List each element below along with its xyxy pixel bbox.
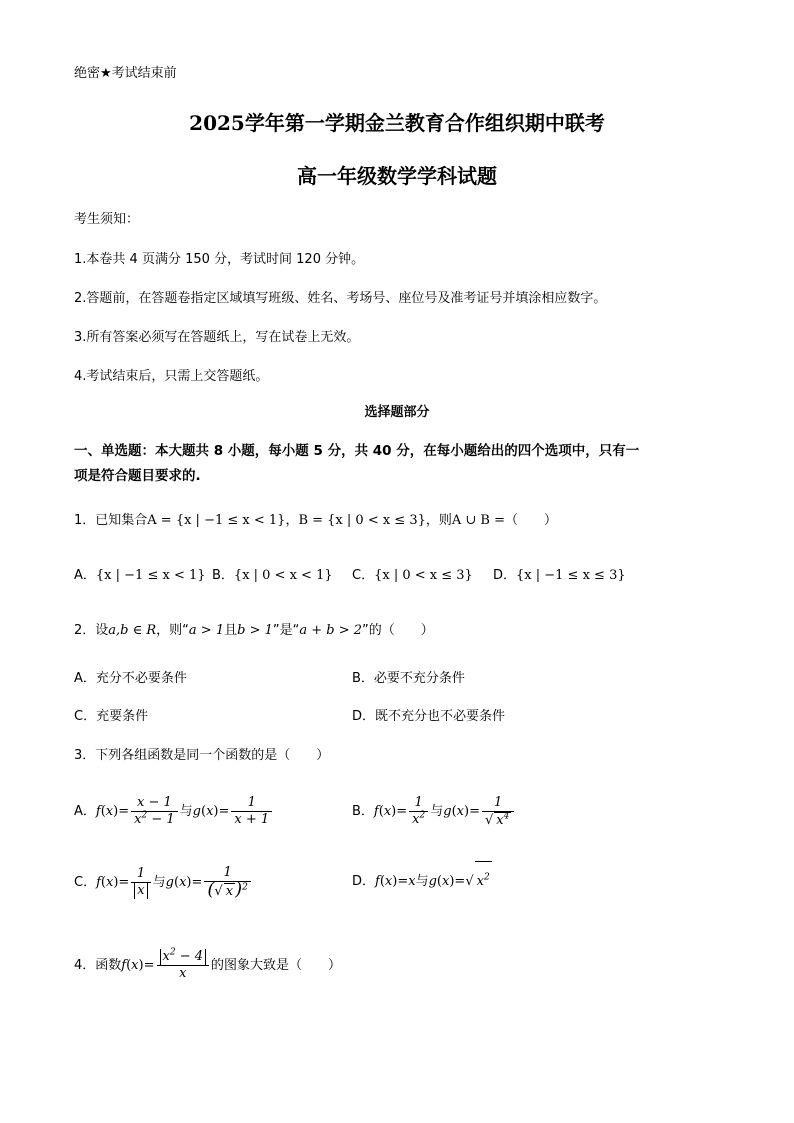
question-3-stem: 3．下列各组函数是同一个函数的是（ ） (74, 748, 330, 763)
section-title: 选择题部分 (364, 405, 430, 420)
notice-item-4: 4.考试结束后，只需上交答题纸。 (74, 369, 269, 384)
question-1-option-d: D．{x | −1 ≤ x ≤ 3} (493, 568, 626, 583)
question-3-option-b: B．f(x)= $\frac{1}{x^2}$ 与g(x)= $\frac{1}{√ x^4}$ (352, 792, 516, 832)
question-1-option-b: B．{x | 0 < x < 1} (212, 568, 333, 583)
set-b: B = {x | 0 < x ≤ 3} (298, 513, 426, 528)
section-instruction-line1: 一、单选题：本大题共 8 小题，每小题 5 分，共 40 分，在每小题给出的四个选项中，只有一 (74, 443, 640, 459)
question-4-stem: 4．函数f(x)= $\frac{x^2 - 4}{x}$ 的图象大致是（ ） (74, 947, 342, 981)
question-2-option-c: C．充要条件 (74, 709, 149, 724)
notice-item-2: 2.答题前，在答题卷指定区域填写班级、姓名、考场号、座位号及准考证号并填涂相应数字。 (74, 291, 607, 306)
question-3-option-a: A．f(x)= $\frac{x - 1}{x^2 - 1}$ 与g(x)= $\frac{1}{x + 1}$ (74, 792, 274, 832)
exam-title: 2025学年第一学期金兰教育合作组织期中联考 (189, 111, 605, 135)
exam-subtitle: 高一年级数学学科试题 (297, 164, 497, 188)
notice-item-3: 3.所有答案必须写在答题纸上，写在试卷上无效。 (74, 330, 360, 345)
notice-item-1: 1.本卷共 4 页满分 150 分，考试时间 120 分钟。 (74, 252, 365, 267)
question-2-option-b: B．必要不充分条件 (352, 671, 465, 686)
question-1-stem: 1．已知集合A = {x | −1 ≤ x < 1}，B = {x | 0 < x ≤ 3}，则A ∪ B =（ ） (74, 513, 558, 528)
union-expr: A ∪ B = (451, 513, 506, 528)
question-1-option-a: A．{x | −1 ≤ x < 1} (74, 568, 206, 583)
section-instruction-line2: 项是符合题目要求的. (74, 468, 201, 484)
question-2-option-d: D．既不充分也不必要条件 (352, 709, 506, 724)
question-3-option-d: D．f(x)=x与g(x)=√ $x^2$ (352, 861, 492, 901)
question-2-option-a: A．充分不必要条件 (74, 671, 187, 686)
notice-heading: 考生须知： (74, 212, 140, 227)
confidential-label: 绝密★考试结束前 (74, 66, 177, 81)
question-3-option-c: C．f(x)= $\frac{1}{x}$ 与g(x)= $\frac{1}{(√ x )^2}$ (74, 861, 253, 905)
set-a: A = {x | −1 ≤ x < 1} (147, 513, 286, 528)
question-1-option-c: C．{x | 0 < x ≤ 3} (352, 568, 473, 583)
question-2-stem: 2．设a,b ∈ R，则“a > 1且b > 1”是“a + b > 2”的（ ） (74, 623, 434, 638)
